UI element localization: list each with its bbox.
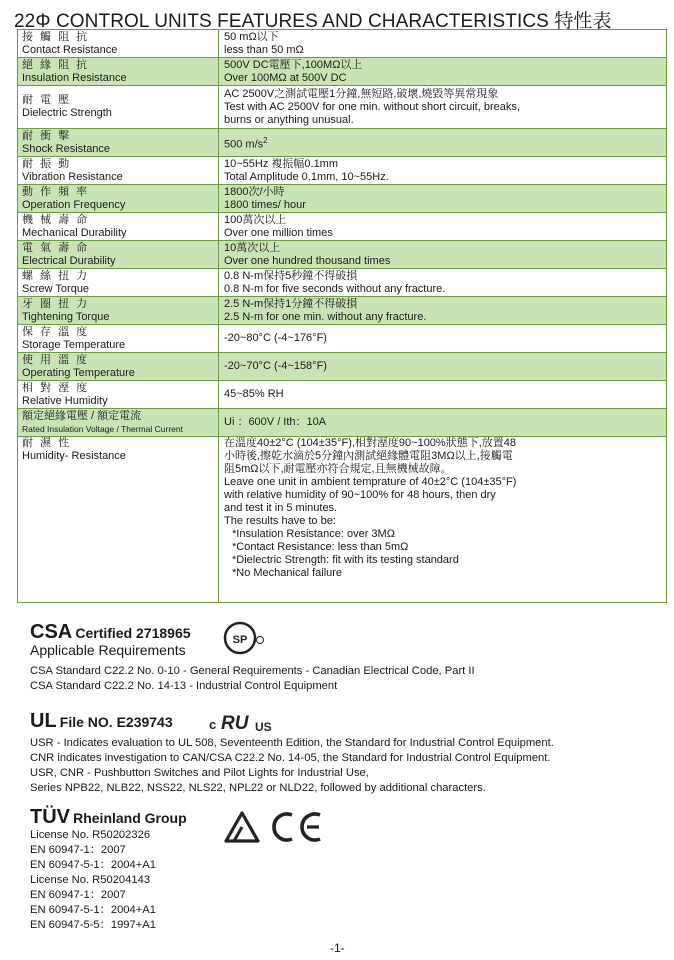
spec-value-line bbox=[224, 515, 662, 528]
spec-row bbox=[18, 185, 667, 213]
spec-key bbox=[18, 409, 219, 437]
spec-value-text: Total Amplitude 0.1mm, 10~55Hz. bbox=[224, 170, 389, 183]
spec-value bbox=[219, 409, 667, 437]
spec-key-zh: 耐 濕 性 bbox=[22, 437, 72, 449]
spec-value-line bbox=[224, 298, 662, 311]
spec-row bbox=[18, 86, 667, 129]
csa-logo-text: CSA bbox=[30, 621, 73, 643]
spec-value-line bbox=[224, 214, 662, 227]
spec-value-text: Ui ：600V / Ith：10A bbox=[224, 416, 327, 428]
spec-key-zh: 耐 振 動 bbox=[22, 157, 72, 170]
spec-key-zh: 額定絕緣電壓 / 額定電流 bbox=[22, 409, 142, 422]
spec-value-text: burns or anything unusual. bbox=[224, 113, 354, 126]
spec-value-text: 10萬次以上 bbox=[224, 241, 281, 254]
spec-value-text: Over 100MΩ at 500V DC bbox=[224, 71, 347, 84]
spec-key bbox=[18, 30, 219, 58]
spec-row bbox=[18, 129, 667, 157]
spec-value-line bbox=[224, 59, 662, 72]
ul-section bbox=[30, 710, 554, 796]
spec-value-text: *Dielectric Strength: fit with its testing standard bbox=[232, 554, 459, 566]
spec-key-zh: 保 存 溫 度 bbox=[22, 325, 90, 338]
ul-logo-text: UL bbox=[30, 710, 57, 732]
spec-key-zh: 絕 緣 阻 抗 bbox=[22, 58, 90, 71]
spec-value-line bbox=[224, 311, 662, 324]
spec-key-en: Shock Resistance bbox=[22, 142, 111, 155]
spec-value-line bbox=[224, 416, 662, 429]
spec-value-text: *No Mechanical failure bbox=[232, 567, 343, 579]
spec-value-line bbox=[224, 567, 662, 580]
spec-value-line bbox=[224, 463, 662, 476]
spec-value bbox=[219, 353, 667, 381]
csa-subtitle: Applicable Requirements bbox=[30, 642, 186, 658]
spec-value-line bbox=[224, 489, 662, 502]
spec-row bbox=[18, 437, 667, 603]
spec-value-text: *Contact Resistance: less than 5mΩ bbox=[232, 541, 409, 553]
spec-value-text: 在溫度40±2°C (104±35°F),相對溼度90~100%狀態下,放置48 bbox=[224, 437, 516, 449]
spec-value-line bbox=[224, 388, 662, 401]
spec-value-line bbox=[224, 502, 662, 515]
spec-key-zh: 機 械 壽 命 bbox=[22, 213, 90, 226]
svg-text:c: c bbox=[209, 717, 217, 732]
spec-value-text: 0.8 N-m for five seconds without any fracture. bbox=[224, 282, 446, 295]
spec-value-text: The results have to be: bbox=[224, 515, 336, 527]
spec-key bbox=[18, 157, 219, 185]
spec-value-text: 100萬次以上 bbox=[224, 213, 287, 226]
spec-key bbox=[18, 129, 219, 157]
spec-value-line bbox=[224, 360, 662, 373]
spec-row bbox=[18, 381, 667, 409]
ul-line: USR, CNR - Pushbutton Switches and Pilot Lights for Industrial Use, bbox=[30, 767, 369, 779]
spec-key-zh: 耐 衝 擊 bbox=[22, 129, 72, 142]
spec-value-line bbox=[224, 158, 662, 171]
svg-text:SP: SP bbox=[232, 634, 248, 646]
csa-certified: Certified 2718965 bbox=[75, 625, 191, 641]
spec-value-line bbox=[224, 528, 662, 541]
spec-key-en: Operation Frequency bbox=[22, 198, 126, 211]
spec-key bbox=[18, 241, 219, 269]
spec-value-text: 1800次/小時 bbox=[224, 185, 285, 198]
spec-value-text: 2.5 N-m for one min. without any fracture. bbox=[224, 310, 427, 323]
spec-key-zh: 電 氣 壽 命 bbox=[22, 241, 90, 254]
tuv-line: EN 60947-1：2007 bbox=[30, 889, 126, 901]
tuv-line: EN 60947-5-1：2004+A1 bbox=[30, 859, 156, 871]
spec-key bbox=[18, 269, 219, 297]
ul-file-number: File NO. E239743 bbox=[59, 714, 173, 730]
spec-value bbox=[219, 297, 667, 325]
spec-value bbox=[219, 213, 667, 241]
spec-key-en: Dielectric Strength bbox=[22, 107, 112, 119]
tuv-line: EN 60947-5-1：2004+A1 bbox=[30, 904, 156, 916]
spec-value-text: 阻5mΩ以下,耐電壓亦符合規定,且無機械故障。 bbox=[224, 463, 452, 475]
spec-value-text: AC 2500V之測試電壓1分鐘,無短路,破壞,燒毀等異常現象 bbox=[224, 87, 499, 100]
spec-value bbox=[219, 157, 667, 185]
spec-row bbox=[18, 157, 667, 185]
spec-value-line bbox=[224, 114, 662, 127]
spec-value bbox=[219, 381, 667, 409]
spec-value-line bbox=[224, 437, 662, 450]
cul-us-mark-icon bbox=[207, 710, 279, 734]
spec-value-text: 1800 times/ hour bbox=[224, 198, 306, 211]
spec-key-en: Operating Temperature bbox=[22, 366, 135, 379]
spec-key-en: Electrical Durability bbox=[22, 254, 116, 267]
spec-value-text: 50 mΩ以下 bbox=[224, 30, 279, 43]
spec-key-en: Rated Insulation Voltage / Thermal Current bbox=[22, 423, 183, 434]
spec-value-line bbox=[224, 255, 662, 268]
spec-value-line bbox=[224, 242, 662, 255]
tuv-triangle-mark-icon bbox=[220, 807, 268, 847]
spec-value-line bbox=[224, 554, 662, 567]
spec-value-line bbox=[224, 283, 662, 296]
spec-value-text: 0.8 N-m保持5秒鐘不得破損 bbox=[224, 269, 358, 282]
spec-row bbox=[18, 241, 667, 269]
spec-value-line bbox=[224, 270, 662, 283]
spec-key-zh: 動 作 頻 率 bbox=[22, 185, 90, 198]
spec-row bbox=[18, 213, 667, 241]
tuv-line: EN 60947-5-5：1997+A1 bbox=[30, 919, 156, 931]
spec-value-line bbox=[224, 332, 662, 345]
spec-value bbox=[219, 325, 667, 353]
spec-key-en: Humidity- Resistance bbox=[22, 450, 126, 462]
spec-key-zh: 使 用 溫 度 bbox=[22, 353, 90, 366]
spec-key-en: Relative Humidity bbox=[22, 394, 108, 407]
spec-value-text: and test it in 5 minutes. bbox=[224, 502, 338, 514]
spec-key bbox=[18, 185, 219, 213]
spec-key-zh: 相 對 溼 度 bbox=[22, 381, 90, 394]
spec-value bbox=[219, 58, 667, 86]
spec-row bbox=[18, 58, 667, 86]
spec-value-line bbox=[224, 44, 662, 57]
spec-value-line bbox=[224, 227, 662, 240]
spec-row bbox=[18, 269, 667, 297]
csa-line: CSA Standard C22.2 No. 14-13 - Industrial Control Equipment bbox=[30, 680, 338, 692]
spec-key bbox=[18, 213, 219, 241]
tuv-section bbox=[30, 806, 187, 933]
spec-key bbox=[18, 58, 219, 86]
spec-value-line bbox=[224, 88, 662, 101]
spec-value bbox=[219, 30, 667, 58]
spec-value-text: 2.5 N-m保持1分鐘不得破損 bbox=[224, 297, 358, 310]
spec-value-superscript: 2 bbox=[263, 135, 268, 145]
spec-key bbox=[18, 381, 219, 409]
spec-value-line bbox=[224, 541, 662, 554]
spec-value-text: Over one hundred thousand times bbox=[224, 254, 391, 267]
spec-value-line bbox=[224, 72, 662, 85]
csa-mark-icon bbox=[222, 620, 268, 656]
spec-key-en: Contact Resistance bbox=[22, 43, 118, 56]
spec-key bbox=[18, 325, 219, 353]
tuv-line: License No. R50202326 bbox=[30, 829, 151, 841]
spec-row bbox=[18, 30, 667, 58]
spec-key bbox=[18, 297, 219, 325]
spec-value-text: 10~55Hz 複振幅0.1mm bbox=[224, 157, 339, 170]
spec-key bbox=[18, 437, 219, 603]
ul-line: USR - Indicates evaluation to UL 508, Seventeenth Edition, the Standard for Industrial Control Equipment. bbox=[30, 737, 554, 749]
spec-value-text: Over one million times bbox=[224, 226, 333, 239]
page-number: -1- bbox=[330, 941, 345, 955]
spec-row bbox=[18, 297, 667, 325]
spec-value-line bbox=[224, 134, 662, 152]
tuv-logo-text: TÜV bbox=[30, 806, 70, 828]
spec-value bbox=[219, 185, 667, 213]
spec-key-en: Mechanical Durability bbox=[22, 226, 127, 239]
spec-value-line bbox=[224, 476, 662, 489]
spec-key-en: Insulation Resistance bbox=[22, 71, 127, 84]
svg-text:RU: RU bbox=[221, 713, 249, 734]
ul-line: CNR indicates investigation to CAN/CSA C22.2 No. 14-05, the Standard for Industrial Control Equipment. bbox=[30, 752, 551, 764]
tuv-line: License No. R50204143 bbox=[30, 874, 151, 886]
spec-value-text: Leave one unit in ambient temprature of 40±2°C (104±35°F) bbox=[224, 476, 517, 488]
svg-text:US: US bbox=[255, 720, 272, 734]
spec-key-en: Tightening Torque bbox=[22, 310, 110, 323]
spec-key-zh: 耐 電 壓 bbox=[22, 94, 72, 106]
spec-value-line bbox=[224, 31, 662, 44]
ul-line: Series NPB22, NLB22, NSS22, NLS22, NPL22 or NLD22, followed by additional characters. bbox=[30, 782, 486, 794]
csa-line: CSA Standard C22.2 No. 0-10 - General Requirements - Canadian Electrical Code, Part II bbox=[30, 665, 475, 677]
spec-value-text: *Insulation Resistance: over 3MΩ bbox=[232, 528, 395, 540]
spec-value bbox=[219, 86, 667, 129]
spec-value-line bbox=[224, 199, 662, 212]
spec-table bbox=[17, 29, 667, 603]
spec-value-text: -20~70°C (-4~158°F) bbox=[224, 360, 327, 372]
spec-value-text: Test with AC 2500V for one min. without short circuit, breaks, bbox=[224, 100, 520, 113]
spec-value-text: 45~85% RH bbox=[224, 388, 284, 400]
spec-value-text: 500 m/s bbox=[224, 138, 264, 151]
ce-mark-icon bbox=[270, 810, 326, 844]
spec-row bbox=[18, 353, 667, 381]
spec-key-zh: 螺 絲 扭 力 bbox=[22, 269, 90, 282]
page-title: 22Φ CONTROL UNITS FEATURES AND CHARACTERISTICS 特性表 bbox=[14, 11, 612, 32]
tuv-group: Rheinland Group bbox=[73, 810, 187, 826]
spec-value-text: less than 50 mΩ bbox=[224, 43, 304, 56]
spec-row bbox=[18, 409, 667, 437]
spec-key-en: Screw Torque bbox=[22, 282, 90, 295]
spec-key bbox=[18, 353, 219, 381]
spec-value-line bbox=[224, 101, 662, 114]
spec-value bbox=[219, 437, 667, 603]
spec-value-line bbox=[224, 171, 662, 184]
spec-row bbox=[18, 325, 667, 353]
spec-key-zh: 接 觸 阻 抗 bbox=[22, 30, 90, 43]
spec-value-text: 小時後,擦乾水滴於5分鐘內測試絕緣體電阻3MΩ以上,接觸電 bbox=[224, 450, 513, 462]
spec-value bbox=[219, 269, 667, 297]
spec-value bbox=[219, 241, 667, 269]
spec-value-text: with relative humidity of 90~100% for 48 hours, then dry bbox=[224, 489, 496, 501]
spec-value-line bbox=[224, 186, 662, 199]
spec-key bbox=[18, 86, 219, 129]
spec-key-en: Storage Temperature bbox=[22, 338, 126, 351]
spec-key-zh: 牙 圈 扭 力 bbox=[22, 297, 90, 310]
spec-value-line bbox=[224, 450, 662, 463]
tuv-line: EN 60947-1：2007 bbox=[30, 844, 126, 856]
spec-value-text: 500V DC電壓下,100MΩ以上 bbox=[224, 58, 363, 71]
spec-value bbox=[219, 129, 667, 157]
spec-key-en: Vibration Resistance bbox=[22, 170, 123, 183]
spec-value-text: -20~80°C (-4~176°F) bbox=[224, 332, 327, 344]
